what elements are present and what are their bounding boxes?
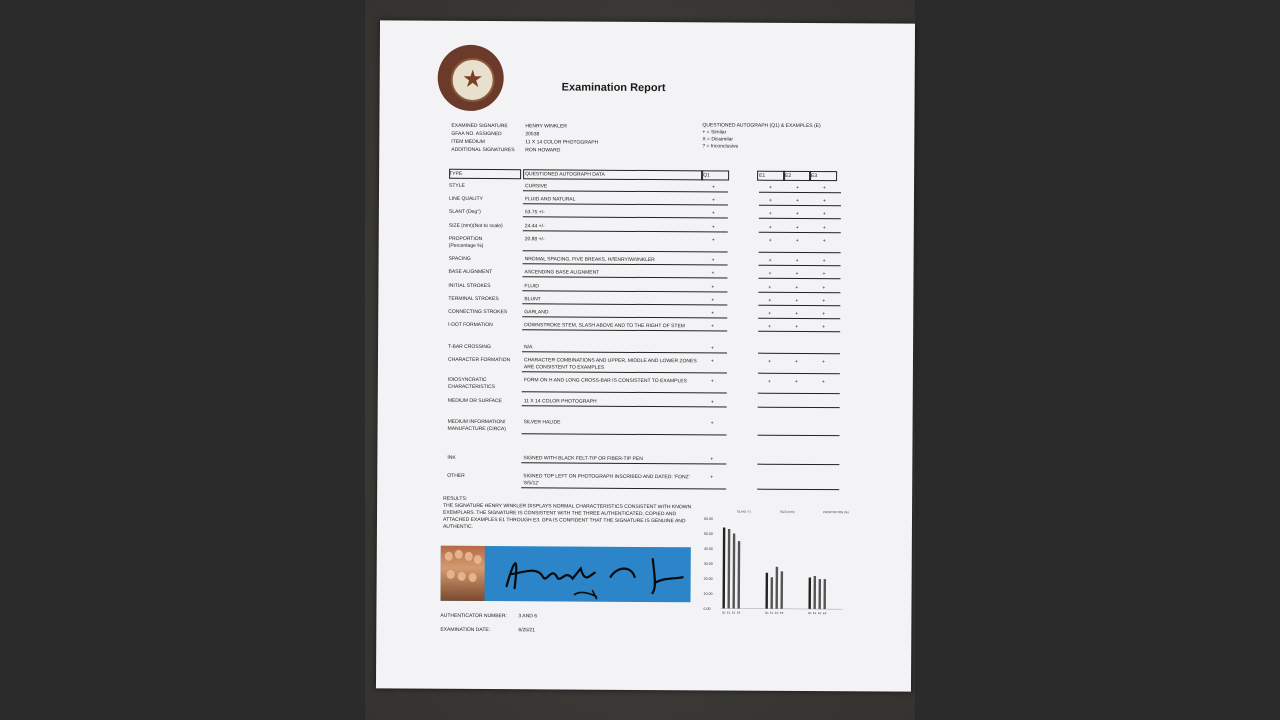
chart-bar [813,576,816,609]
row-value: DOWNSTROKE STEM, SLASH ABOVE AND TO THE RIGHT OF STEM [524,322,685,330]
q1-mark: + [711,197,715,204]
row-underline [523,216,728,218]
e1-mark: + [768,284,772,291]
row-label: TERMINAL STROKES [448,295,499,303]
info-label: ITEM MEDIUM [451,138,485,146]
row-value: CHARACTER COMBINATIONS AND UPPER, MIDDLE AND LOWER ZONES [523,357,697,365]
results-text: THE SIGNATURE HENRY WINKLER DISPLAYS NORMAL CHARACTERISTICS CONSISTENT WITH KNOWN EXEMPLARS. THE SIGNATURE IS CONSISTENT WITH THE THREE AUTHENTICATED, COPIED AND ATTACHED EXAMPLES E1 THROUGH E3. GFA IS CONFIDENT THAT THE SIGNATURE IS GENUINE AND AUTHENTIC. [442,502,692,530]
row-underline [522,303,727,305]
q1-mark: + [711,210,715,217]
authenticator-label: AUTHENTICATOR NUMBER: [440,612,507,620]
row-underline-e [759,192,841,194]
chart-group-title: SLANT (°) [737,509,751,514]
e2-mark: + [795,323,799,330]
header-e1: E1 [759,172,766,179]
e2-mark: + [794,378,798,385]
info-value: HENRY WINKLER [525,123,567,130]
row-underline-e [759,218,841,220]
row-underline-e [757,489,839,491]
e1-mark: + [767,358,771,365]
chart-bar [808,578,811,610]
row-value: SIGNED WITH BLACK FELT-TIP OR FIBER-TIP PEN [523,455,643,462]
chart-group-title: PROPORTION (%) [823,510,849,515]
row-label-cont: MANUFACTURE (CIRCA) [447,425,506,433]
chart-bar [780,571,783,609]
q1-mark: + [710,399,714,406]
x-tick-label: E2 [774,610,779,615]
q1-mark: + [710,456,714,463]
x-tick-label: Q1 [764,610,769,615]
e2-mark: + [795,210,799,217]
row-underline-e [758,373,840,375]
e3-mark: + [821,379,825,386]
row-value: N/A [524,344,533,351]
x-tick-label: E3 [822,611,827,616]
e3-mark: + [822,225,826,232]
row-label: LINE QUALITY [448,195,483,203]
header-type: TYPE [449,170,463,177]
e2-mark: + [795,284,799,291]
row-underline-e [758,305,840,307]
row-underline-e [758,407,840,409]
y-tick-label: 20.00 [703,576,713,581]
chart-bar [727,529,730,609]
q1-mark: + [710,358,714,365]
x-tick-label: Q1 [807,610,812,616]
e2-mark: + [795,297,799,304]
e1-mark: + [768,257,772,264]
row-value: 20.88 +/- [524,236,545,243]
y-tick-label: 30.00 [703,561,713,566]
results-heading: RESULTS: [443,495,468,502]
row-underline [522,433,727,435]
row-underline [523,203,728,205]
legend-item: + = Similar [702,129,727,136]
row-underline-e [758,278,840,280]
row-underline [523,230,728,232]
report-title: Examination Report [561,81,666,95]
row-underline [523,190,728,192]
row-value: FORM ON H AND LONG CROSS-BAR IS CONSISTENT TO EXAMPLES [523,377,687,385]
q1-mark: + [711,345,714,352]
info-label: ADDITIONAL SIGNATURES [451,146,515,154]
row-underline [523,250,728,252]
row-label: SLANT (Deg°) [448,208,481,215]
row-underline [522,351,727,353]
chart-bar [775,567,778,609]
row-label: IDIOSYNCRATIC [447,376,487,384]
e3-mark: + [821,359,825,366]
row-underline [522,276,727,278]
e2-mark: + [795,237,799,244]
row-value-cont: ARE CONSISTENT TO EXAMPLES [523,364,605,371]
e1-mark: + [768,270,772,277]
row-underline [523,263,728,265]
chart-bar [737,541,740,609]
header-e2: E2 [785,172,792,179]
row-underline [521,462,726,464]
q1-mark: + [710,420,714,427]
e1-mark: + [768,310,772,317]
row-underline-e [758,318,840,320]
row-label: BASE ALIGNMENT [448,268,493,276]
x-tick-label: E1 [812,611,817,616]
x-tick-label: Q1 [721,610,726,615]
x-tick-label: E1 [769,610,774,615]
info-label: GFAA NO. ASSIGNED [451,130,502,138]
q1-mark: + [711,237,715,244]
examination-date-label: EXAMINATION DATE: [440,626,491,634]
row-underline-e [758,435,840,437]
e1-mark: + [767,378,771,385]
examination-report-page [376,20,915,691]
q1-mark: + [710,378,714,385]
y-tick-label: 60.00 [703,516,714,521]
e2-mark: + [795,310,799,317]
row-label: INITIAL STROKES [448,282,491,290]
row-underline-e [757,464,839,466]
authenticator-value: 3 AND 6 [518,613,538,620]
row-underline [522,371,727,373]
row-value: SILVER HALIDE [523,419,561,426]
e2-mark: + [796,184,799,191]
row-underline-e [758,353,840,355]
q1-mark: + [711,224,715,231]
row-value: NROMAL SPACING, FIVE BREAKS, H//ENRY/W/I/NKLER [524,256,655,264]
e1-mark: + [768,237,772,244]
row-label: MEDIUM INFORMATION/ [447,418,506,426]
q1-mark: + [711,297,715,304]
row-label: I-DOT FORMATION [448,321,493,329]
row-label: T-BAR CROSSING [448,343,491,351]
row-value: FLUID [524,283,539,290]
autograph-signature [485,546,691,602]
row-underline-e [759,232,841,234]
examination-date-value: 6/25/21 [518,627,536,634]
row-value: BLUNT [524,296,541,303]
row-value: SIGNED TOP LEFT ON PHOTOGRAPH INSCRIBED AND DATED: 'FONZ' [523,473,690,481]
q1-mark: + [710,474,714,481]
q1-mark: + [712,184,715,191]
chart-bar [765,573,768,609]
e1-mark: + [769,184,772,191]
e2-mark: + [794,358,798,365]
row-label: INK [447,454,456,461]
header-data: QUESTIONED AUTOGRAPH DATA [525,171,605,178]
sheriff-star-seal-icon: ★ [437,45,503,111]
row-underline [522,405,727,407]
q1-mark: + [711,323,715,330]
row-underline-e [759,252,841,254]
row-label: STYLE [449,182,465,189]
row-underline-e [758,331,840,333]
row-label-cont: CHARACTERISTICS [447,383,496,391]
row-underline [522,329,727,331]
row-underline [522,290,727,292]
e3-mark: + [823,185,826,192]
e3-mark: + [822,324,826,331]
e1-mark: + [768,297,772,304]
chart-bar [732,534,735,609]
legend-item: X = Dissimilar [702,136,734,143]
legend-title: QUESTIONED AUTOGRAPH (Q1) & EXAMPLES (E) [702,122,821,130]
e2-mark: + [795,197,799,204]
y-tick-label: 0.00 [703,606,711,611]
header-q1: Q1 [703,172,710,179]
row-underline-e [758,393,840,395]
row-underline [522,391,727,393]
x-tick-label: E1 [726,610,731,615]
e1-mark: + [768,197,772,204]
signed-photo-thumbnail [441,546,691,603]
row-value: 24.44 +/- [524,223,545,230]
row-label: CHARACTER FORMATION [447,356,511,364]
row-underline [521,487,726,489]
e2-mark: + [795,270,799,277]
chart-group-title: SIZE (mm) [780,509,795,514]
x-tick-label: E2 [731,610,736,615]
measurement-bar-chart [702,506,849,617]
row-value: FLUID AND NATURAL [524,196,576,203]
e2-mark: + [795,257,799,264]
y-tick-label: 50.00 [703,531,713,536]
q1-mark: + [711,270,715,277]
q1-mark: + [711,257,715,264]
e3-mark: + [822,285,826,292]
y-tick-label: 10.00 [703,591,713,596]
x-tick-label: E3 [779,610,784,615]
row-value: 53.75 +/- [524,209,545,216]
q1-mark: + [711,284,715,291]
row-label: SPACING [448,255,471,262]
e3-mark: + [822,311,826,318]
results-section [443,496,701,533]
info-label: EXAMINED SIGNATURE [451,122,508,130]
y-tick-label: 40.00 [703,546,713,551]
e3-mark: + [822,271,826,278]
row-label: SIZE (mm)(Not to scale) [448,222,503,230]
cast-photo [441,546,485,601]
chart-bar [823,579,826,609]
e3-mark: + [822,298,826,305]
row-label: PROPORTION [448,235,483,243]
info-value: 11 X 14 COLOR PHOTOGRAPH [525,139,599,146]
row-underline-e [759,205,841,207]
row-value: ASCENDING BASE ALIGNMENT [524,269,600,276]
e3-mark: + [822,211,826,218]
e3-mark: + [822,258,826,265]
e3-mark: + [822,238,826,245]
chart-bar [770,577,773,609]
e1-mark: + [768,323,772,330]
header-e3: E3 [811,173,818,180]
row-label: OTHER [447,472,465,479]
e3-mark: + [822,198,826,205]
x-tick-label: E3 [736,610,741,615]
legend-item: ? = Inconclusive [702,143,739,150]
x-tick-label: E2 [817,611,822,616]
row-label: MEDIUM OR SURFACE [447,397,502,405]
info-value: RON HOWARD [525,147,561,154]
row-value-cont: '8/5/12' [523,480,540,487]
row-underline-e [758,292,840,294]
e1-mark: + [768,210,772,217]
row-label: CONNECTING STROKES [448,308,508,316]
row-value: 11 X 14 COLOR PHOTOGRAPH [523,398,597,405]
e2-mark: + [795,224,799,231]
chart-bar [818,579,821,609]
row-label-cont: (Percentage %) [448,242,484,250]
q1-mark: + [711,310,715,317]
chart-bar [722,527,725,608]
row-value: GARLAND [524,309,549,316]
e1-mark: + [768,224,772,231]
row-value: CURSIVE [525,183,548,190]
row-underline-e [759,265,841,267]
row-underline [522,316,727,318]
info-value: 20538 [525,131,540,138]
